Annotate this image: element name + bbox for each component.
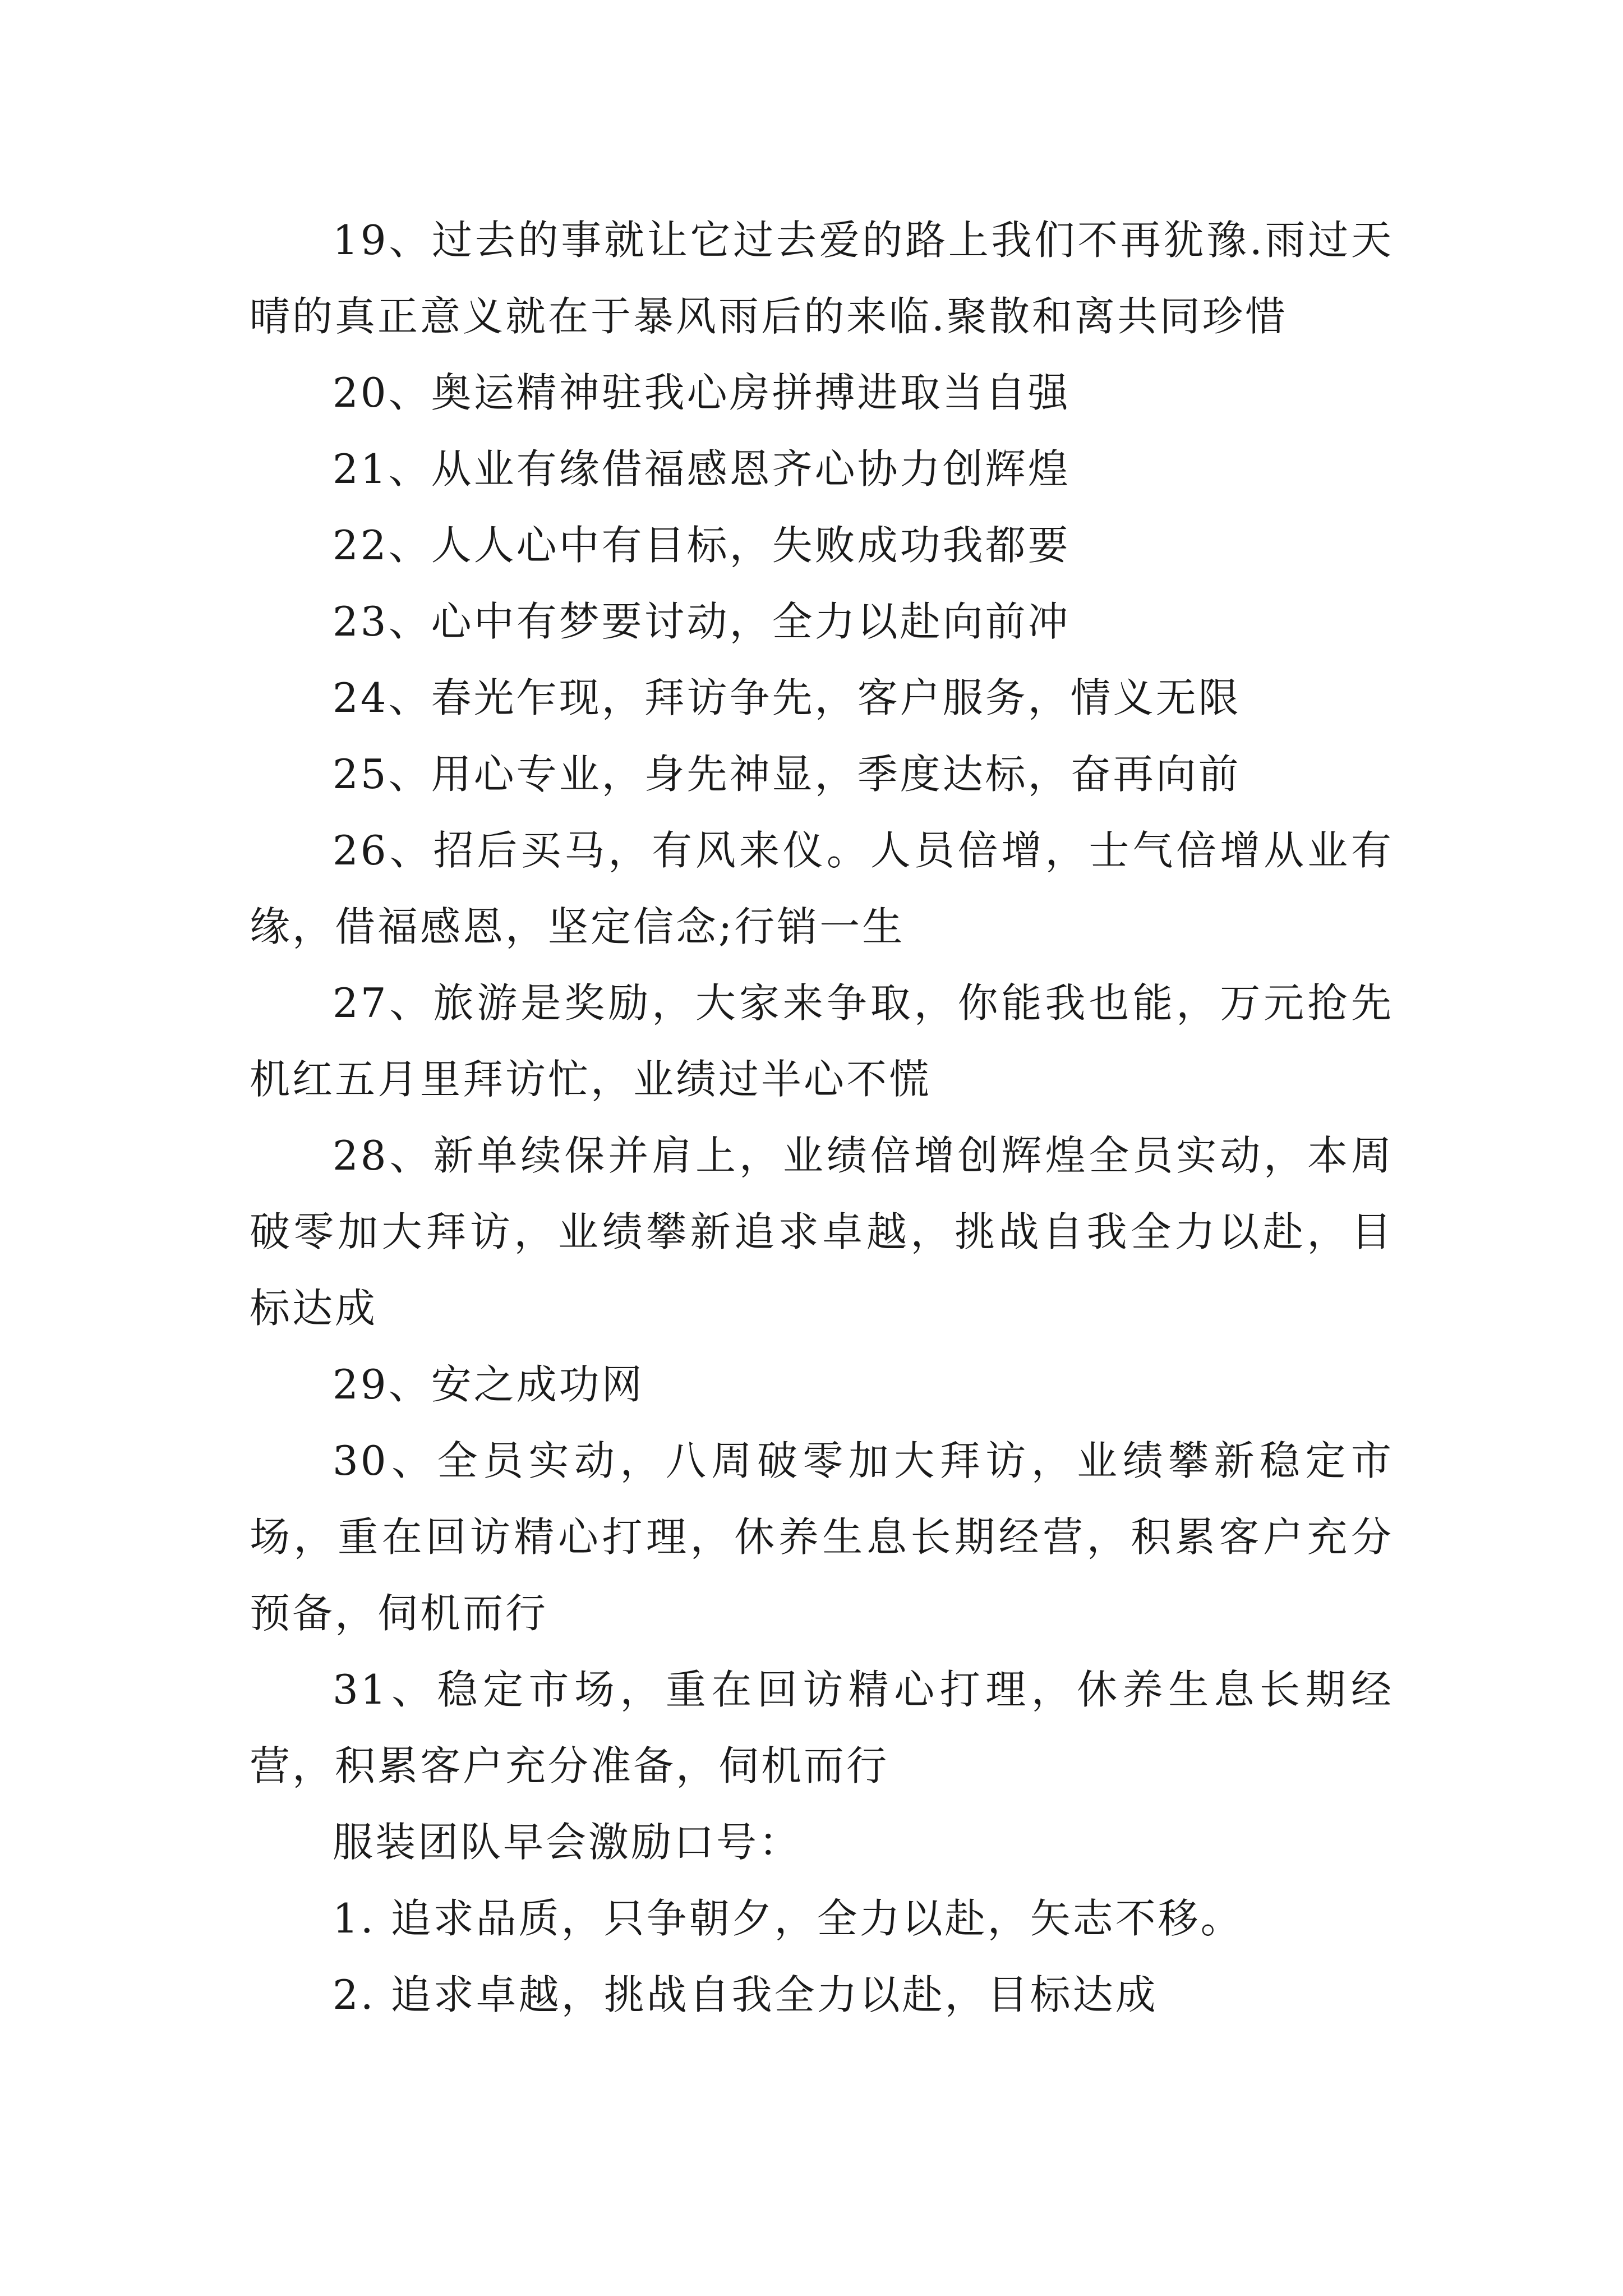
paragraph-21: 21、从业有缘借福感恩齐心协力创辉煌	[333, 445, 1071, 493]
list-item-2: 2. 追求卓越，挑战自我全力以赴，目标达成	[333, 1971, 1158, 2018]
paragraph-29: 29、安之成功网	[333, 1361, 644, 1408]
paragraph-30: 30、全员实动，八周破零加大拜访，业绩攀新稳定市场，重在回访精心打理，休养生息长期经营，积累客户充分预备，伺机而行	[250, 1437, 1394, 1637]
paragraph-20: 20、奥运精神驻我心房拼搏进取当自强	[333, 369, 1071, 416]
paragraph-23: 23、心中有梦要讨动，全力以赴向前冲	[333, 598, 1071, 645]
paragraph-26: 26、招后买马，有风来仪。人员倍增，士气倍增从业有缘，借福感恩，坚定信念;行销一生	[250, 827, 1394, 950]
paragraph-24: 24、春光乍现，拜访争先，客户服务，情义无限	[333, 674, 1241, 721]
paragraph-22: 22、人人心中有目标，失败成功我都要	[333, 522, 1071, 569]
list-item-1: 1. 追求品质，只争朝夕，全力以赴，矢志不移。	[333, 1895, 1243, 1942]
section-heading: 服装团队早会激励口号：	[333, 1819, 802, 1866]
paragraph-25: 25、用心专业，身先神显，季度达标，奋再向前	[333, 751, 1241, 798]
paragraph-31: 31、稳定市场，重在回访精心打理，休养生息长期经营，积累客户充分准备，伺机而行	[250, 1666, 1394, 1789]
paragraph-19: 19、过去的事就让它过去爱的路上我们不再犹豫.雨过天晴的真正意义就在于暴风雨后的来临.聚散和离共同珍惜	[250, 217, 1394, 340]
paragraph-28: 28、新单续保并肩上，业绩倍增创辉煌全员实动，本周破零加大拜访，业绩攀新追求卓越，挑战自我全力以赴，目标达成	[250, 1132, 1394, 1332]
paragraph-27: 27、旅游是奖励，大家来争取，你能我也能，万元抢先机红五月里拜访忙，业绩过半心不慌	[250, 979, 1394, 1103]
document-body	[250, 202, 1394, 2033]
